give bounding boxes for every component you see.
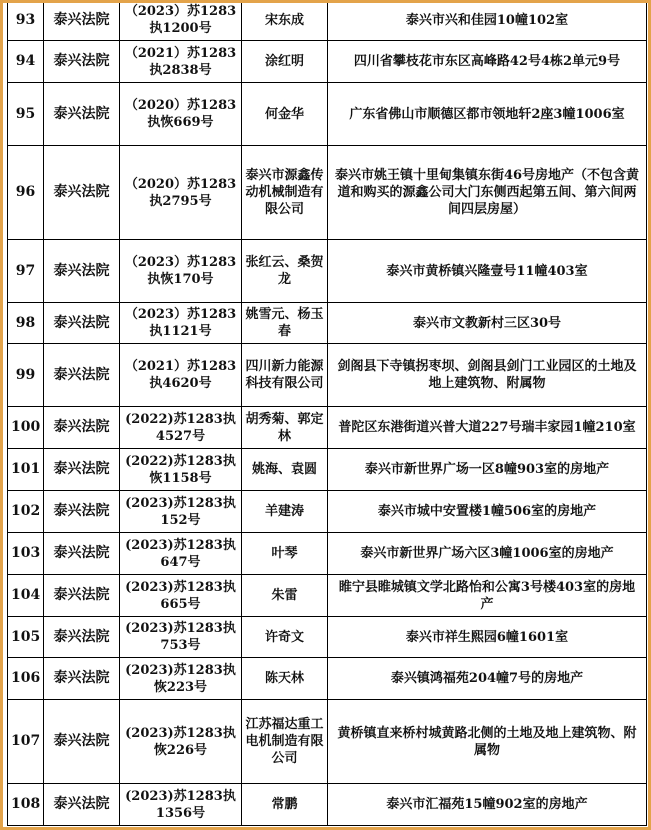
row-number: 99 [8,344,44,407]
row-number: 93 [8,0,44,41]
party-name: 朱雷 [242,575,328,617]
row-number: 100 [8,407,44,449]
court-name: 泰兴法院 [44,344,120,407]
case-number: (2023)苏1283执恢226号 [120,700,242,784]
table-row [8,533,647,575]
party-name: 羊建涛 [242,491,328,533]
party-name: 何金华 [242,83,328,146]
case-number: (2023)苏1283执753号 [120,617,242,658]
row-number: 106 [8,658,44,700]
court-name: 泰兴法院 [44,700,120,784]
row-number: 101 [8,449,44,491]
row-number: 97 [8,240,44,303]
table-row [8,784,647,826]
table-row [8,491,647,533]
property-description: 泰兴市祥生熙园6幢1601室 [328,617,647,658]
table-row [8,658,647,700]
table-row [8,449,647,491]
case-number: (2023)苏1283执647号 [120,533,242,575]
party-name: 四川新力能源科技有限公司 [242,344,328,407]
party-name: 涂红明 [242,41,328,83]
case-number: （2023）苏1283执1200号 [120,0,242,41]
table-row [8,41,647,83]
row-number: 103 [8,533,44,575]
court-name: 泰兴法院 [44,0,120,41]
row-number: 105 [8,617,44,658]
property-description: 泰兴市文教新村三区30号 [328,303,647,344]
court-name: 泰兴法院 [44,575,120,617]
table-row [8,575,647,617]
court-name: 泰兴法院 [44,491,120,533]
table-row [8,303,647,344]
property-description: 泰兴市黄桥镇兴隆壹号11幢403室 [328,240,647,303]
court-name: 泰兴法院 [44,146,120,240]
property-description: 泰兴市汇福苑15幢902室的房地产 [328,784,647,826]
party-name: 姚海、袁圆 [242,449,328,491]
party-name: 江苏福达重工电机制造有限公司 [242,700,328,784]
case-number: （2021）苏1283执2838号 [120,41,242,83]
property-description: 黄桥镇直来桥村城黄路北侧的土地及地上建筑物、附属物 [328,700,647,784]
property-description: 泰兴市新世界广场一区8幢903室的房地产 [328,449,647,491]
property-description: 泰兴市兴和佳园10幢102室 [328,0,647,41]
case-number: (2022)苏1283执恢1158号 [120,449,242,491]
property-description: 睢宁县睢城镇文学北路怡和公寓3号楼403室的房地产 [328,575,647,617]
property-description: 普陀区东港街道兴普大道227号瑞丰家园1幢210室 [328,407,647,449]
property-description: 剑阁县下寺镇拐枣坝、剑阁县剑门工业园区的土地及地上建筑物、附属物 [328,344,647,407]
court-name: 泰兴法院 [44,240,120,303]
case-number: （2020）苏1283执2795号 [120,146,242,240]
table-row [8,407,647,449]
table-body [8,0,647,826]
case-number: (2023)苏1283执1356号 [120,784,242,826]
party-name: 常鹏 [242,784,328,826]
party-name: 张红云、桑贺龙 [242,240,328,303]
property-description: 泰兴市姚王镇十里甸集镇东街46号房地产（不包含黄道和购买的源鑫公司大门东侧西起第五间、第六间两间四层房屋） [328,146,647,240]
table-row [8,146,647,240]
case-number: (2023)苏1283执665号 [120,575,242,617]
table-row [8,240,647,303]
case-number: （2023）苏1283执恢170号 [120,240,242,303]
table-row [8,0,647,41]
table-row [8,344,647,407]
court-name: 泰兴法院 [44,617,120,658]
party-name: 许奇文 [242,617,328,658]
case-number: （2021）苏1283执4620号 [120,344,242,407]
row-number: 94 [8,41,44,83]
row-number: 107 [8,700,44,784]
court-name: 泰兴法院 [44,83,120,146]
auction-property-table [7,0,647,826]
case-number: （2023）苏1283执1121号 [120,303,242,344]
property-description: 泰兴镇鸿福苑204幢7号的房地产 [328,658,647,700]
row-number: 96 [8,146,44,240]
property-description: 泰兴市城中安置楼1幢506室的房地产 [328,491,647,533]
case-number: (2022)苏1283执4527号 [120,407,242,449]
party-name: 宋东成 [242,0,328,41]
party-name: 泰兴市源鑫传动机械制造有限公司 [242,146,328,240]
case-number: (2023)苏1283执152号 [120,491,242,533]
court-name: 泰兴法院 [44,303,120,344]
property-description: 广东省佛山市顺德区都市领地轩2座3幢1006室 [328,83,647,146]
court-name: 泰兴法院 [44,449,120,491]
table-row [8,617,647,658]
table-row [8,83,647,146]
row-number: 98 [8,303,44,344]
case-number: （2020）苏1283执恢669号 [120,83,242,146]
row-number: 102 [8,491,44,533]
table-row [8,700,647,784]
party-name: 叶琴 [242,533,328,575]
row-number: 104 [8,575,44,617]
row-number: 95 [8,83,44,146]
property-description: 四川省攀枝花市东区高峰路42号4栋2单元9号 [328,41,647,83]
row-number: 108 [8,784,44,826]
property-description: 泰兴市新世界广场六区3幢1006室的房地产 [328,533,647,575]
party-name: 姚雪元、杨玉春 [242,303,328,344]
court-name: 泰兴法院 [44,533,120,575]
court-name: 泰兴法院 [44,407,120,449]
case-number: (2023)苏1283执恢223号 [120,658,242,700]
court-name: 泰兴法院 [44,658,120,700]
party-name: 陈天林 [242,658,328,700]
party-name: 胡秀菊、郭定林 [242,407,328,449]
court-name: 泰兴法院 [44,41,120,83]
court-name: 泰兴法院 [44,784,120,826]
